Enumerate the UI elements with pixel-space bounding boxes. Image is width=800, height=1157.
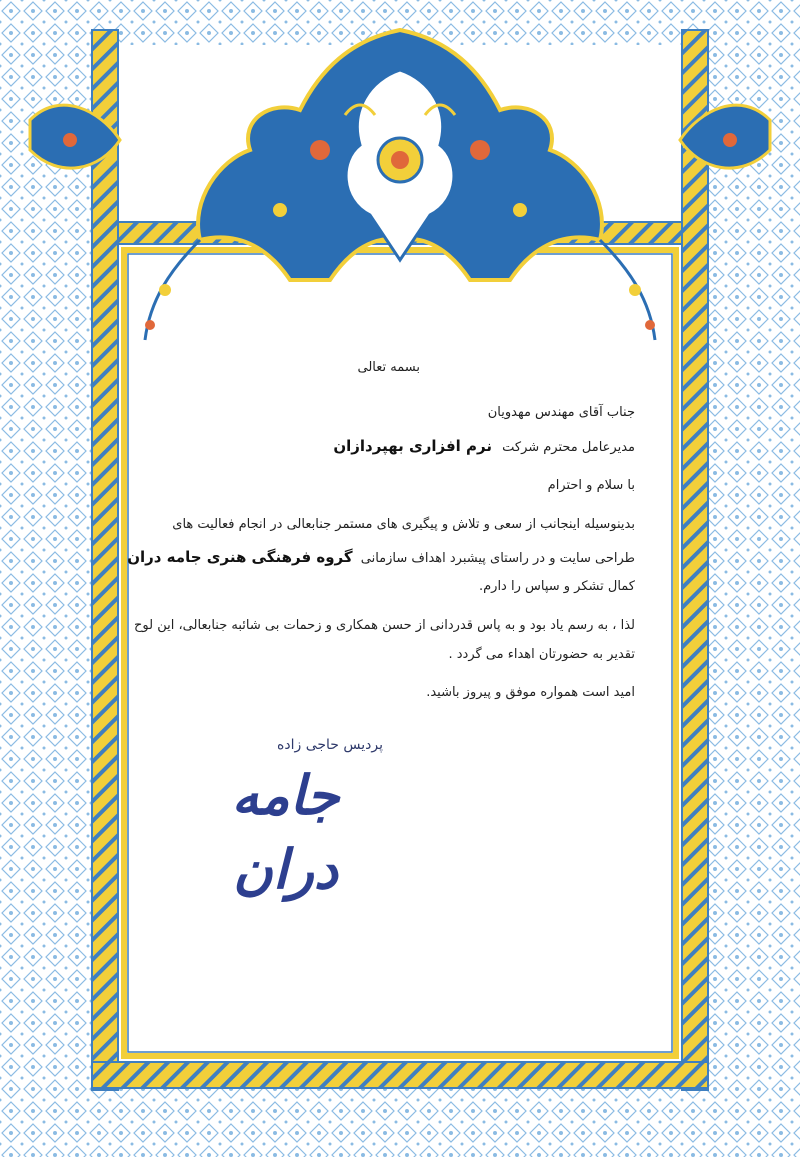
- group-name: گروه فرهنگی هنری جامه دران: [127, 548, 353, 566]
- invocation: بسمه تعالی: [357, 360, 420, 375]
- body-line-3: کمال تشکر و سپاس را دارم.: [478, 579, 635, 594]
- body-line-4: لذا ، به رسم یاد بود و به پاس قدردانی از حسن همکاری و زحمات بی شائبه جنابعالی، این لوح: [134, 618, 635, 633]
- addressee-role: مدیرعامل محترم شرکت: [502, 440, 635, 455]
- logo-text: جامه دران: [231, 763, 340, 901]
- body-line-1: بدینوسیله اینجانب از سعی و تلاش و پیگیری های مستمر جنابعالی در انجام فعالیت های: [172, 517, 635, 532]
- body-line-5: تقدیر به حضورتان اهداء می گردد .: [448, 647, 635, 662]
- greeting: با سلام و احترام: [547, 478, 635, 493]
- company-name: نرم افزاری بهپردازان: [333, 437, 492, 455]
- addressee-name: جناب آقای مهندس مهدویان: [487, 405, 635, 420]
- body-line-2: [123, 548, 635, 568]
- body-line-2-text: طراحی سایت و در راستای پیشبرد اهداف سازمانی: [360, 551, 635, 566]
- addressee-role-line: [333, 437, 635, 457]
- signature-logo: [178, 758, 393, 901]
- closing-line: امید است همواره موفق و پیروز باشید.: [426, 685, 635, 700]
- signer-name: پردیس حاجی زاده: [277, 737, 383, 753]
